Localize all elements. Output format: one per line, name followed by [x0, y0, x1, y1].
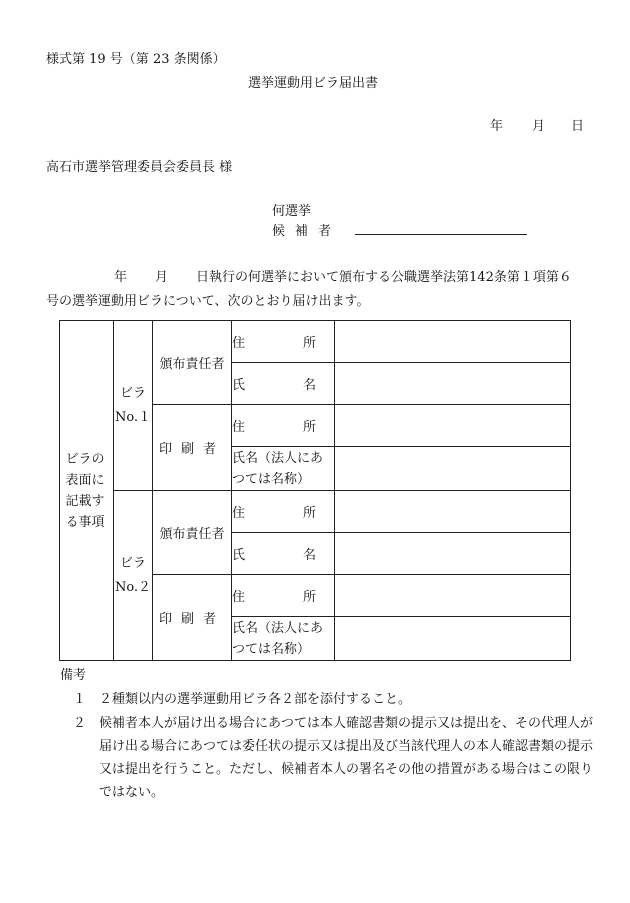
distributor-2-name-value[interactable] — [335, 533, 571, 575]
bira-2-cell — [114, 491, 153, 661]
remark-item-1: １ ２種類以内の選挙運動用ビラ各２部を添付すること。 — [73, 692, 412, 707]
document-title: 選挙運動用ビラ届出書 — [248, 76, 379, 91]
printer-1-address-value[interactable] — [335, 405, 571, 447]
left-header-cell — [60, 321, 114, 661]
distributor-2-name-label: 氏 名 — [232, 533, 335, 575]
distributor-1-name-label: 氏 名 — [232, 363, 335, 405]
printer-1-address-label: 住 所 — [232, 405, 335, 447]
bira-1-label: ビラ — [119, 385, 146, 401]
flyer-details-table — [59, 320, 571, 661]
candidate-label: 候補者 — [272, 224, 342, 239]
bira-1-cell — [114, 321, 153, 491]
intro-month: 月 — [155, 270, 169, 285]
intro-paragraph — [46, 266, 591, 314]
intro-line2: 号の選挙運動用ビラについて、次のとおり届け出ます。 — [46, 294, 370, 309]
remarks-label: 備考 — [60, 668, 87, 683]
distributor-2-label: 頒布責任者 — [153, 491, 232, 575]
form-number: 様式第 19 号（第 23 条関係） — [46, 52, 226, 67]
distributor-1-address-value[interactable] — [335, 321, 571, 363]
intro-line1: 日執行の何選挙において頒布する公職選挙法第142条第１項第６ — [196, 270, 572, 285]
printer-2-address-value[interactable] — [335, 575, 571, 617]
addressee: 高石市選挙管理委員会委員長 様 — [46, 160, 233, 175]
date-month: 月 — [532, 119, 546, 134]
bira-2-label: ビラ — [119, 555, 146, 571]
printer-1-label: 印刷者 — [153, 405, 232, 491]
printer-2-label: 印刷者 — [153, 575, 232, 661]
date-day: 日 — [571, 119, 585, 134]
bira-1-number: No.１ — [114, 409, 152, 425]
intro-year: 年 — [114, 270, 128, 285]
left-header-text: ビラの表面に記載する事項 — [65, 451, 105, 530]
bira-2-number: No.２ — [114, 579, 152, 595]
printer-1-name-value[interactable] — [335, 447, 571, 491]
distributor-1-name-value[interactable] — [335, 363, 571, 405]
election-label: 何選挙 — [272, 204, 312, 219]
date-year: 年 — [490, 119, 504, 134]
distributor-1-address-label: 住 所 — [232, 321, 335, 363]
remark-item-2: ２ 候補者本人が届け出る場合にあつては本人確認書類の提示又は提出を、その代理人が届け出る場合にあつては委任状の提示又は提出及び当該代理人の本人確認書類の提示又は提出を行うこと。ただし、候補者本人の署名その他の措置がある場合はこの限りではない。 — [73, 716, 594, 800]
printer-1-name-label: 氏名（法人にあつては名称） — [232, 447, 335, 491]
candidate-name-field[interactable] — [355, 234, 527, 235]
distributor-1-label: 頒布責任者 — [153, 321, 232, 405]
printer-2-address-label: 住 所 — [232, 575, 335, 617]
distributor-2-address-label: 住 所 — [232, 491, 335, 533]
printer-2-name-label: 氏名（法人にあつては名称） — [232, 617, 335, 661]
printer-2-name-value[interactable] — [335, 617, 571, 661]
distributor-2-address-value[interactable] — [335, 491, 571, 533]
